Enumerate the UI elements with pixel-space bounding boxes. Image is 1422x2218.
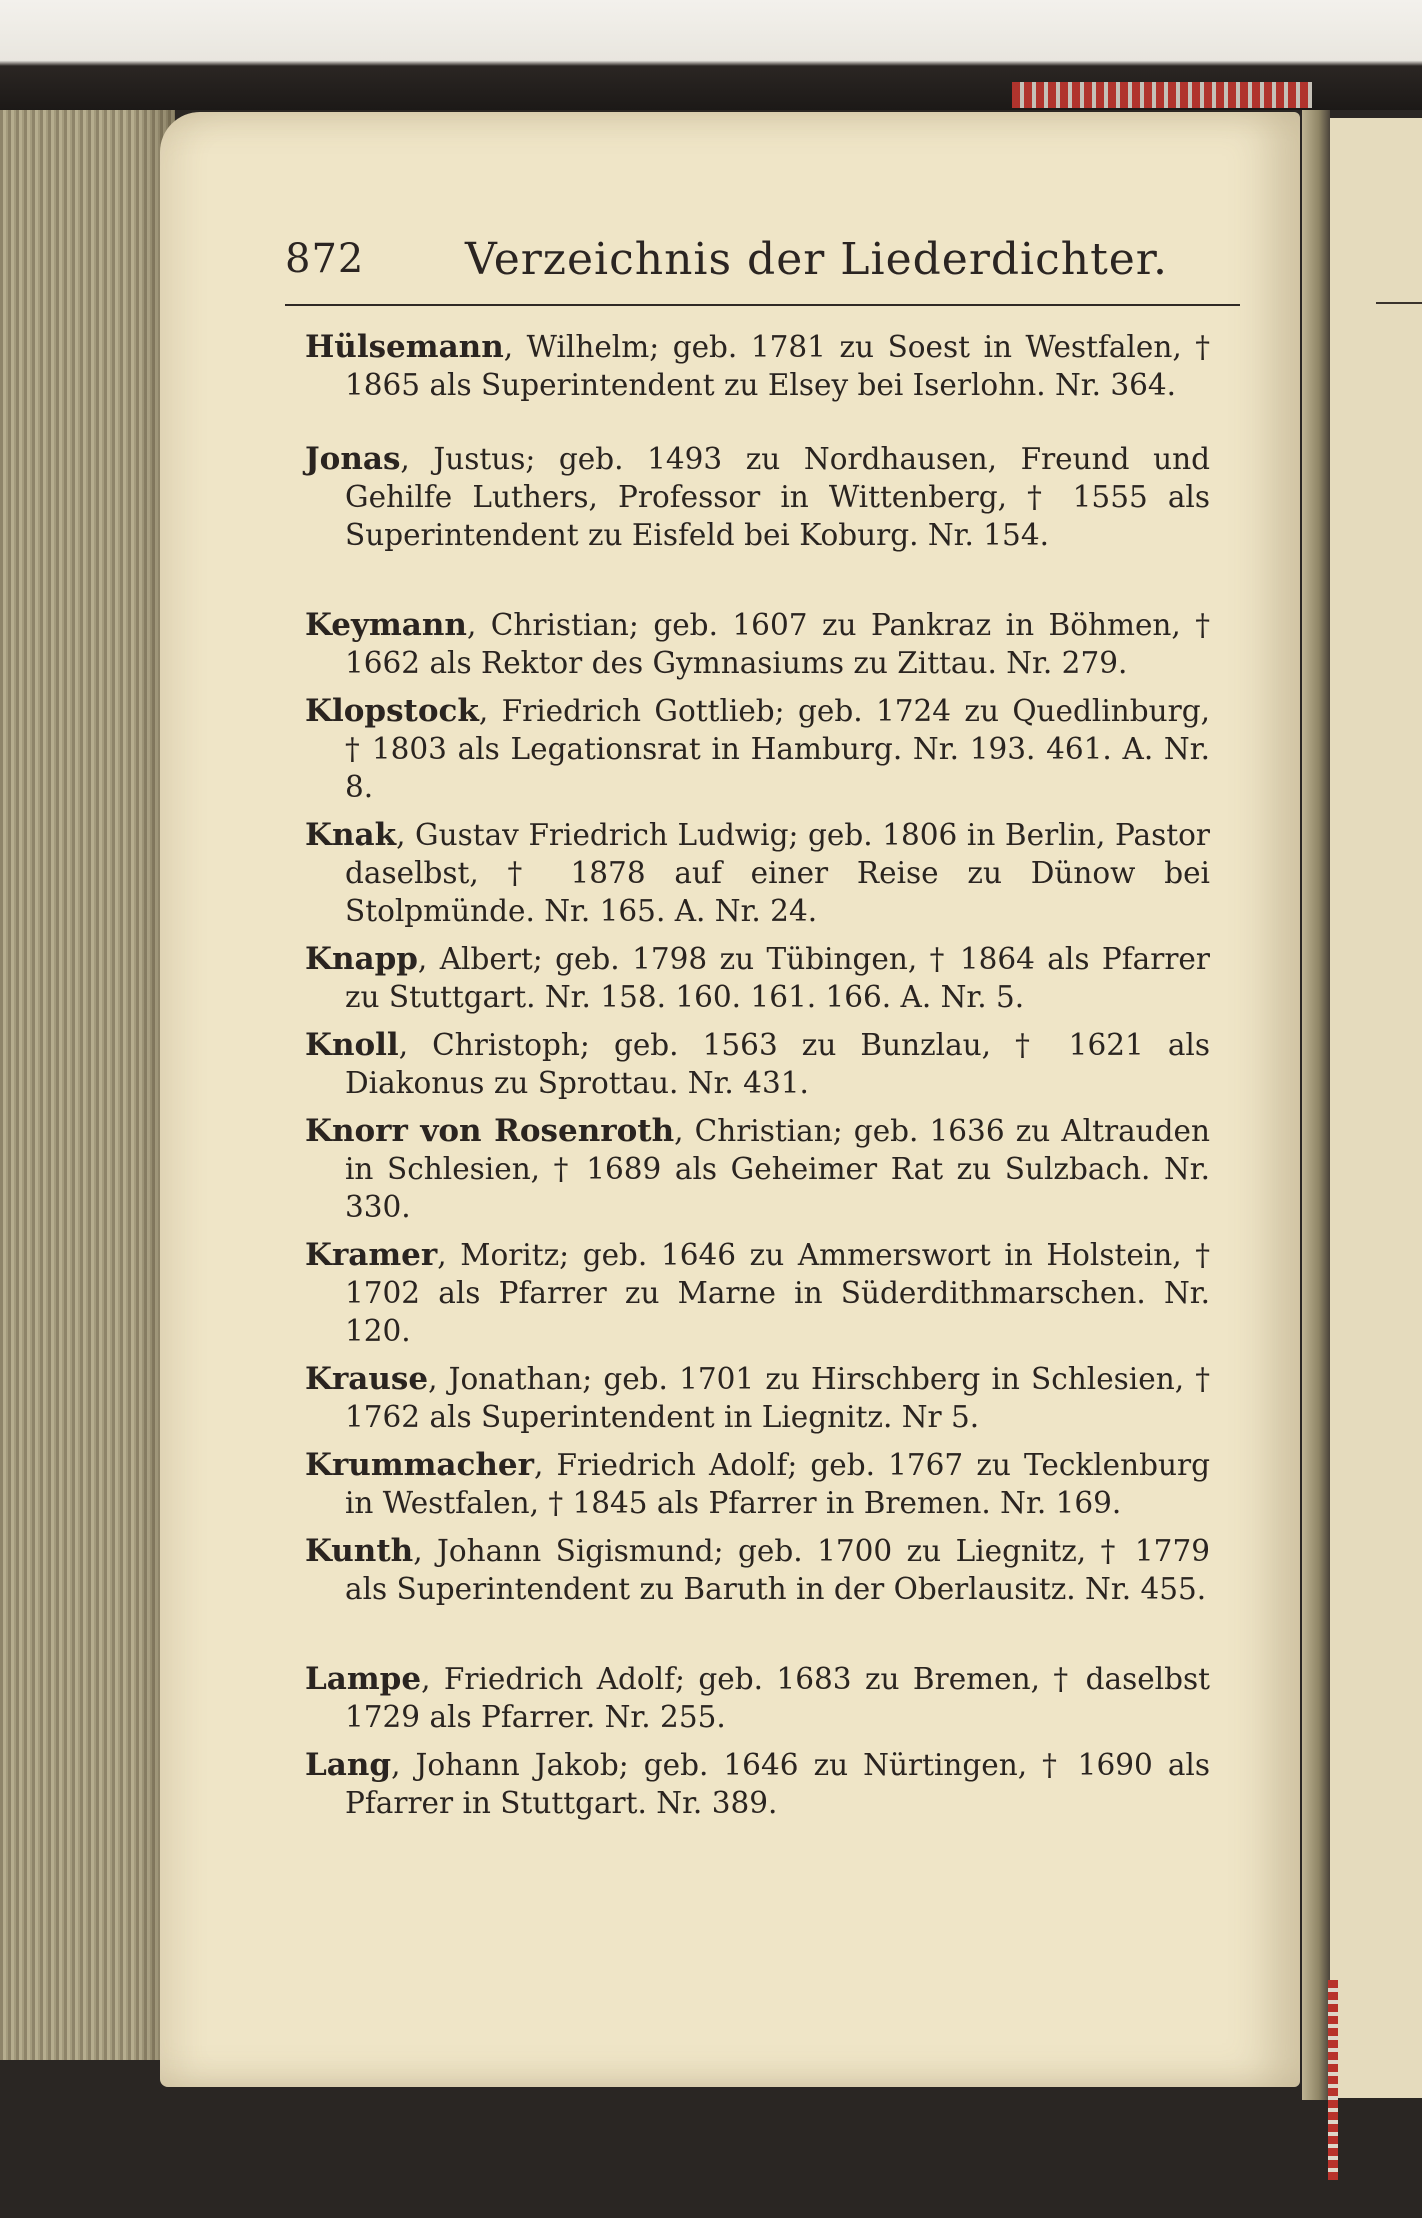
entry-name: Keymann [305,607,467,643]
entry-text: , Moritz; geb. 1646 zu Ammerswort in Holstein, † 1702 als Pfarrer zu Marne in Süderdithmarschen. Nr. 120. [345,1238,1210,1348]
page-edges [0,110,175,2060]
entry-name: Klopstock [305,693,479,729]
book-spine-gutter [1302,110,1330,2100]
entry-text: , Gustav Friedrich Ludwig; geb. 1806 in Berlin, Pastor daselbst, † 1878 auf einer Reise zu Dünow bei Stolpmünde. Nr. 165. A. Nr. 24. [345,818,1210,928]
entry-lang [305,1746,1210,1822]
entry-name: Hülsemann [305,329,504,365]
entry-name: Krause [305,1361,429,1397]
entry-list [305,328,1210,1832]
entry-text: , Christian; geb. 1607 zu Pankraz in Böhmen, † 1662 als Rektor des Gymnasiums zu Zittau. Nr. 279. [345,608,1210,680]
entry-text: , Christian; geb. 1636 zu Altrauden in Schlesien, † 1689 als Geheimer Rat zu Sulzbach. Nr. 330. [345,1114,1210,1224]
entry-lampe [305,1660,1210,1736]
entry-text: , Albert; geb. 1798 zu Tübingen, † 1864 als Pfarrer zu Stuttgart. Nr. 158. 160. 161. 166. A. Nr. 5. [345,942,1210,1014]
entry-name: Knapp [305,941,418,977]
entry-name: Knak [305,817,397,853]
entry-text: , Johann Sigismund; geb. 1700 zu Liegnitz, † 1779 als Superintendent zu Baruth in der Oberlausitz. Nr. 455. [345,1534,1210,1606]
entry-krummacher [305,1446,1210,1522]
entry-klopstock [305,692,1210,806]
facing-page-rule [1376,302,1422,304]
entry-kunth [305,1532,1210,1608]
entry-knoll [305,1026,1210,1102]
entry-knak [305,816,1210,930]
entry-huelsemann [305,328,1210,404]
entry-name: Kunth [305,1533,414,1569]
entry-text: , Wilhelm; geb. 1781 zu Soest in Westfalen, † 1865 als Superintendent zu Elsey bei Iserlohn. Nr. 364. [345,330,1210,402]
entry-name: Knoll [305,1027,399,1063]
entry-text: , Friedrich Adolf; geb. 1767 zu Tecklenburg in Westfalen, † 1845 als Pfarrer in Bremen. Nr. 169. [345,1448,1210,1520]
spine-cloth [1328,1980,1338,2180]
entry-knapp [305,940,1210,1016]
entry-text: , Christoph; geb. 1563 zu Bunzlau, † 1621 als Diakonus zu Sprottau. Nr. 431. [345,1028,1210,1100]
entry-name: Kramer [305,1237,438,1273]
entry-krause [305,1360,1210,1436]
facing-page-edge [1330,118,1422,2098]
entry-knorr-von-rosenroth [305,1112,1210,1226]
running-title: Verzeichnis der Liederdichter. [465,234,1168,285]
entry-name: Lampe [305,1661,422,1697]
entry-text: , Friedrich Adolf; geb. 1683 zu Bremen, † daselbst 1729 als Pfarrer. Nr. 255. [345,1662,1210,1734]
header-rule [285,304,1240,306]
bookmark-ribbon [1012,82,1312,108]
page-header [285,230,1240,300]
page-number: 872 [285,236,365,282]
entry-name: Knorr von Rosenroth [305,1113,675,1149]
entry-text: , Johann Jakob; geb. 1646 zu Nürtingen, † 1690 als Pfarrer in Stuttgart. Nr. 389. [345,1748,1210,1820]
entry-text: , Jonathan; geb. 1701 zu Hirschberg in Schlesien, † 1762 als Superintendent in Liegnitz. Nr 5. [345,1362,1210,1434]
entry-name: Krummacher [305,1447,534,1483]
entry-jonas [305,440,1210,554]
entry-name: Jonas [305,441,401,477]
entry-text: , Justus; geb. 1493 zu Nordhausen, Freund und Gehilfe Luthers, Professor in Wittenberg, † 1555 als Superintendent zu Eisfeld bei Koburg. Nr. 154. [345,442,1210,552]
entry-text: , Friedrich Gottlieb; geb. 1724 zu Quedlinburg, † 1803 als Legationsrat in Hamburg. Nr. 193. 461. A. Nr. 8. [345,694,1210,804]
entry-name: Lang [305,1747,392,1783]
entry-kramer [305,1236,1210,1350]
entry-keymann [305,606,1210,682]
